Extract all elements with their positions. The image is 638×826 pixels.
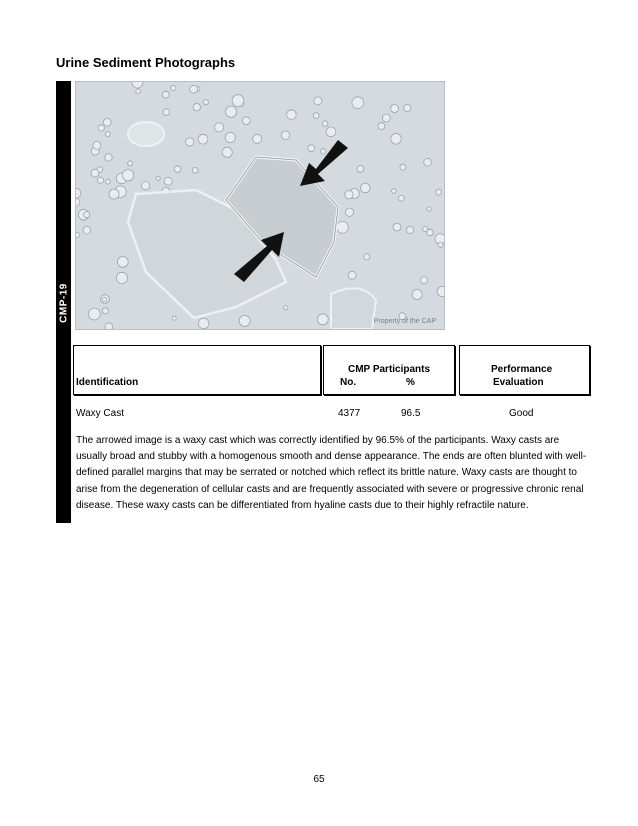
sediment-cell — [321, 149, 326, 154]
sediment-cell — [186, 138, 194, 146]
sediment-cell — [116, 272, 127, 283]
sediment-cell — [76, 233, 80, 238]
case-label: CMP-19 — [58, 283, 69, 323]
photo-watermark: Property of the CAP — [373, 318, 436, 325]
sediment-cell — [193, 104, 200, 111]
sediment-cell — [364, 254, 370, 260]
sediment-cell — [203, 100, 208, 105]
sediment-cell — [226, 106, 237, 117]
sidebar-label-bar — [56, 81, 71, 523]
sediment-cell — [136, 89, 141, 94]
sediment-cell — [141, 181, 149, 189]
sediment-cell — [128, 161, 133, 166]
sediment-cell — [357, 166, 364, 173]
sediment-cell — [345, 191, 353, 199]
sediment-cell — [171, 85, 176, 90]
sediment-cell — [162, 91, 169, 98]
sediment-cell — [198, 134, 208, 144]
sediment-cell — [232, 95, 244, 107]
header-percent: % — [406, 377, 415, 388]
sediment-cell — [84, 212, 90, 218]
sediment-cell — [400, 164, 406, 170]
sediment-cell — [105, 132, 110, 137]
sediment-cell — [391, 105, 399, 113]
sediment-cell — [399, 195, 405, 201]
sediment-cell — [438, 242, 443, 247]
sediment-cell — [281, 131, 290, 140]
row-no: 4377 — [338, 408, 361, 419]
sediment-cell — [437, 287, 444, 297]
sediment-cell — [308, 145, 315, 152]
sediment-cell — [326, 127, 336, 137]
sediment-cell — [163, 109, 170, 116]
sediment-cell — [172, 316, 176, 320]
case-description: The arrowed image is a waxy cast which was correctly identified by 96.5% of the participants. Waxy casts are usually broad and stubby with a homogenous smooth and dense appearance. The ends are often blunted with well-defined parallel margins that may be serrated or notched which reflect its brittle nature. Waxy casts are thought to arise from the degeneration of cellular casts and are frequently associated with severe or progressive chronic renal disease. These waxy casts can be differentiated from hyaline casts due to their highly refractile nature. — [76, 435, 587, 511]
sediment-cell — [225, 132, 235, 142]
sediment-cell — [239, 315, 250, 326]
sediment-cell — [424, 159, 432, 167]
sediment-cell — [109, 189, 119, 199]
sediment-cell — [322, 121, 328, 127]
sediment-cell — [122, 170, 133, 181]
sediment-cell — [242, 117, 250, 125]
sediment-cell — [412, 290, 422, 300]
sediment-cell — [198, 318, 209, 329]
sediment-cell — [378, 123, 385, 130]
row-evaluation: Good — [509, 408, 534, 419]
sediment-cell — [404, 104, 411, 111]
sediment-cell — [98, 125, 104, 131]
sediment-cell — [287, 110, 297, 120]
sediment-cell — [174, 166, 181, 173]
sediment-cell — [352, 97, 364, 109]
sediment-cell — [253, 134, 262, 143]
sediment-cell — [192, 167, 198, 173]
header-identification: Identification — [76, 377, 139, 388]
sediment-cell — [382, 114, 390, 122]
sediment-cell — [156, 176, 160, 180]
header-no: No. — [340, 377, 357, 388]
micrograph-drawing — [76, 82, 444, 329]
sediment-cell — [117, 257, 128, 268]
sediment-cell — [345, 208, 353, 216]
sediment-cell — [76, 199, 80, 207]
sediment-cell — [105, 323, 113, 329]
sediment-cell — [393, 223, 401, 231]
sediment-cell — [406, 226, 413, 233]
sediment-cell — [314, 97, 322, 105]
sediment-cell — [105, 179, 110, 184]
sediment-cell — [391, 134, 402, 145]
row-identification: Waxy Cast — [76, 408, 124, 419]
sediment-cell — [97, 177, 103, 183]
sediment-cell — [423, 227, 428, 232]
header-performance: Performance — [491, 364, 553, 375]
sediment-cell — [284, 306, 288, 310]
sediment-cell — [421, 277, 428, 284]
sediment-cell — [337, 221, 349, 233]
sediment-cell — [215, 123, 224, 132]
sediment-cell — [103, 118, 111, 126]
sediment-cell — [83, 227, 91, 235]
section-title: Urine Sediment Photographs — [56, 55, 236, 70]
sediment-cell — [102, 308, 108, 314]
sediment-cell — [313, 113, 319, 119]
sediment-cell — [348, 271, 356, 279]
sediment-cell — [427, 207, 431, 211]
sediment-cell — [190, 85, 198, 93]
sediment-cell — [93, 141, 101, 149]
sediment-cell — [164, 177, 172, 185]
sediment-cell — [222, 147, 232, 157]
sediment-photo — [75, 81, 445, 330]
header-evaluation: Evaluation — [493, 377, 544, 388]
header-cmp-participants: CMP Participants — [348, 364, 431, 375]
sediment-cell — [105, 154, 112, 161]
sediment-cell — [91, 169, 99, 177]
page-number: 65 — [313, 774, 325, 785]
sediment-cell — [89, 308, 101, 320]
sediment-cell — [361, 183, 371, 193]
sediment-cell — [436, 189, 442, 195]
row-percent: 96.5 — [401, 408, 421, 419]
sediment-cell — [392, 189, 397, 194]
sediment-cell — [317, 314, 328, 325]
sediment-cell — [102, 297, 107, 302]
